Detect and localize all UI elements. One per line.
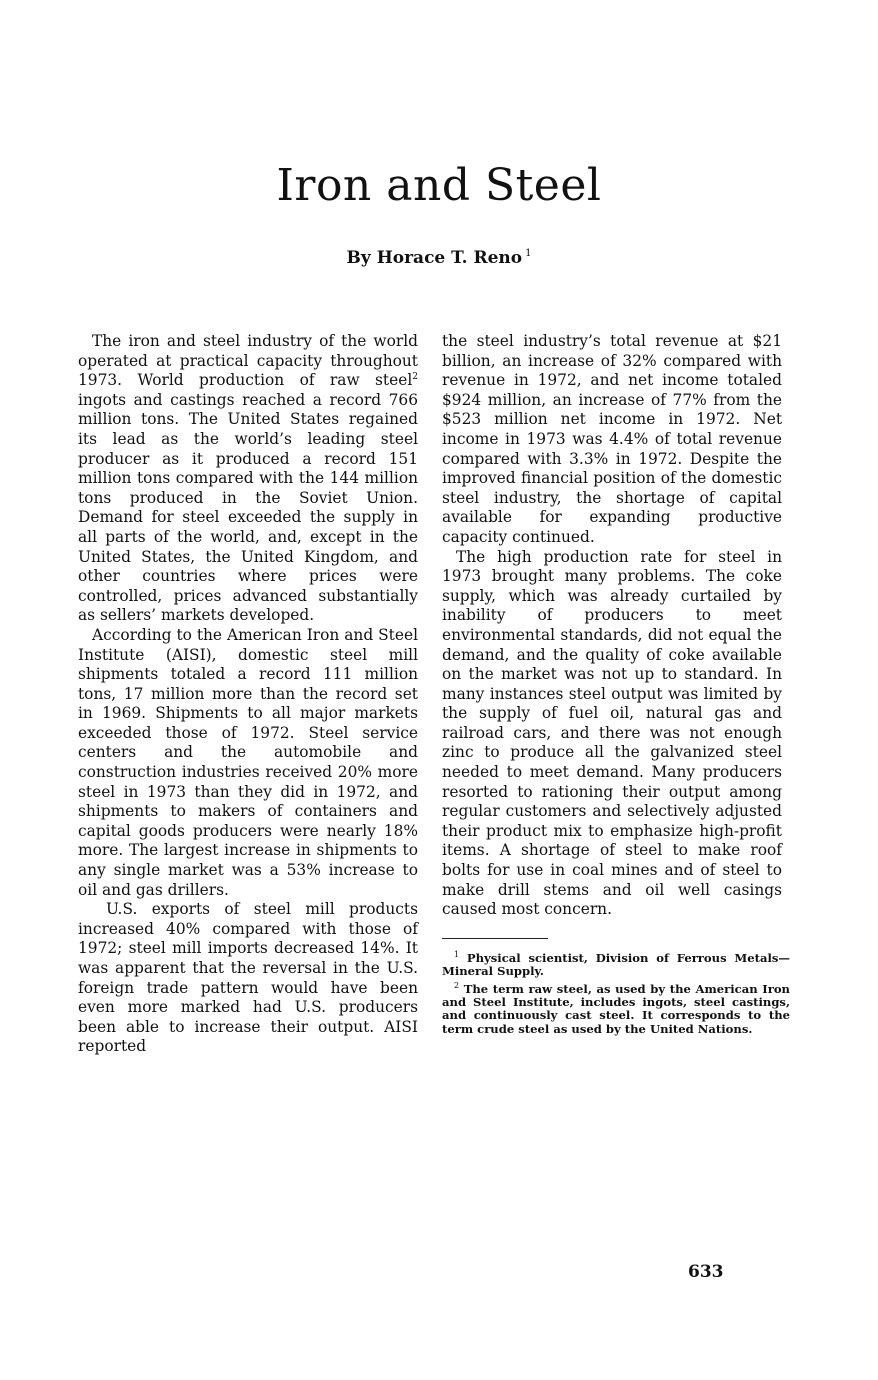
paragraph-world-production xyxy=(78,332,418,626)
author-name: By Horace T. Reno xyxy=(346,248,523,268)
footnote-text: The term raw steel, as used by the American Iron and Steel Institute, includes ingots, steel castings, and continuously cast steel. It corresponds to the term crude steel as used by the United Nations. xyxy=(442,981,790,1036)
author-byline xyxy=(0,248,878,268)
author-footnote-mark: 1 xyxy=(525,248,532,260)
footnote-divider xyxy=(442,938,548,939)
footnote-text: Physical scientist, Division of Ferrous Metals—Mineral Supply. xyxy=(442,950,790,979)
paragraph-shipments: According to the American Iron and Steel Institute (AISI), domestic steel mill shipments totaled a record 111 million tons, 17 million more than the record set in 1969. Shipments to all major markets exceeded those of 1972. Steel service centers and the automobile and construction industries received 20% more steel in 1973 than they did in 1972, and shipments to makers of containers and capital goods producers were nearly 18% more. The largest increase in shipments to any single market was a 53% increase to oil and gas drillers. xyxy=(78,625,418,899)
page-number: 633 xyxy=(688,1262,724,1282)
left-column xyxy=(78,332,418,1057)
paragraph-revenue: the steel industry’s total revenue at $21 billion, an increase of 32% compared with revenue in 1972, and net income totaled $924 million, an increase of 77% from the $523 million net income in 1972. Net income in 1973 was 4.4% of total revenue compared with 3.3% in 1972. Despite the improved financial position of the domestic steel industry, the shortage of capital available for expanding productive capacity continued. xyxy=(442,332,782,546)
paragraph-exports: U.S. exports of steel mill products increased 40% compared with those of 1972; steel mill imports decreased 14%. It was apparent that the reversal in the U.S. foreign trade pattern would have been even more marked had U.S. producers been able to increase their output. AISI reported xyxy=(78,900,418,1056)
paragraph-problems: The high production rate for steel in 1973 brought many problems. The coke supply, which was already curtailed by inability of producers to meet environmental standards, did not equal the demand, and the quality of coke available on the market was not up to standard. In many instances steel output was limited by the supply of fuel oil, natural gas and railroad cars, and there was not enough zinc to produce all the galvanized steel needed to meet demand. Many producers resorted to rationing their output among regular customers and selectively adjusted their product mix to emphasize high-profit items. A shortage of steel to make roof bolts for use in coal mines and of steel to make drill stems and oil well casings caused most concern. xyxy=(442,547,782,919)
footnote-2 xyxy=(442,979,790,1036)
footnote-mark-raw-steel: 2 xyxy=(412,372,418,383)
footnote-mark: 2 xyxy=(454,980,460,990)
footnote-1 xyxy=(442,948,790,979)
paragraph-text: ingots and castings reached a record 766 million tons. The United States regained its lead as the world’s leading steel producer as it produced a record 151 million tons compared with the 144 million tons produced in the Soviet Union. Demand for steel exceeded the supply in all parts of the world, and, except in the United States, the United Kingdom, and other countries where prices were controlled, prices advanced substantially as sellers’ markets developed. xyxy=(78,390,418,625)
footnotes xyxy=(442,948,790,1036)
paragraph-text: The iron and steel industry of the world operated at practical capacity throughout 1973. World production of raw steel xyxy=(78,332,418,390)
page-title: Iron and Steel xyxy=(276,160,602,211)
right-column xyxy=(442,332,782,920)
footnote-mark: 1 xyxy=(454,950,460,959)
